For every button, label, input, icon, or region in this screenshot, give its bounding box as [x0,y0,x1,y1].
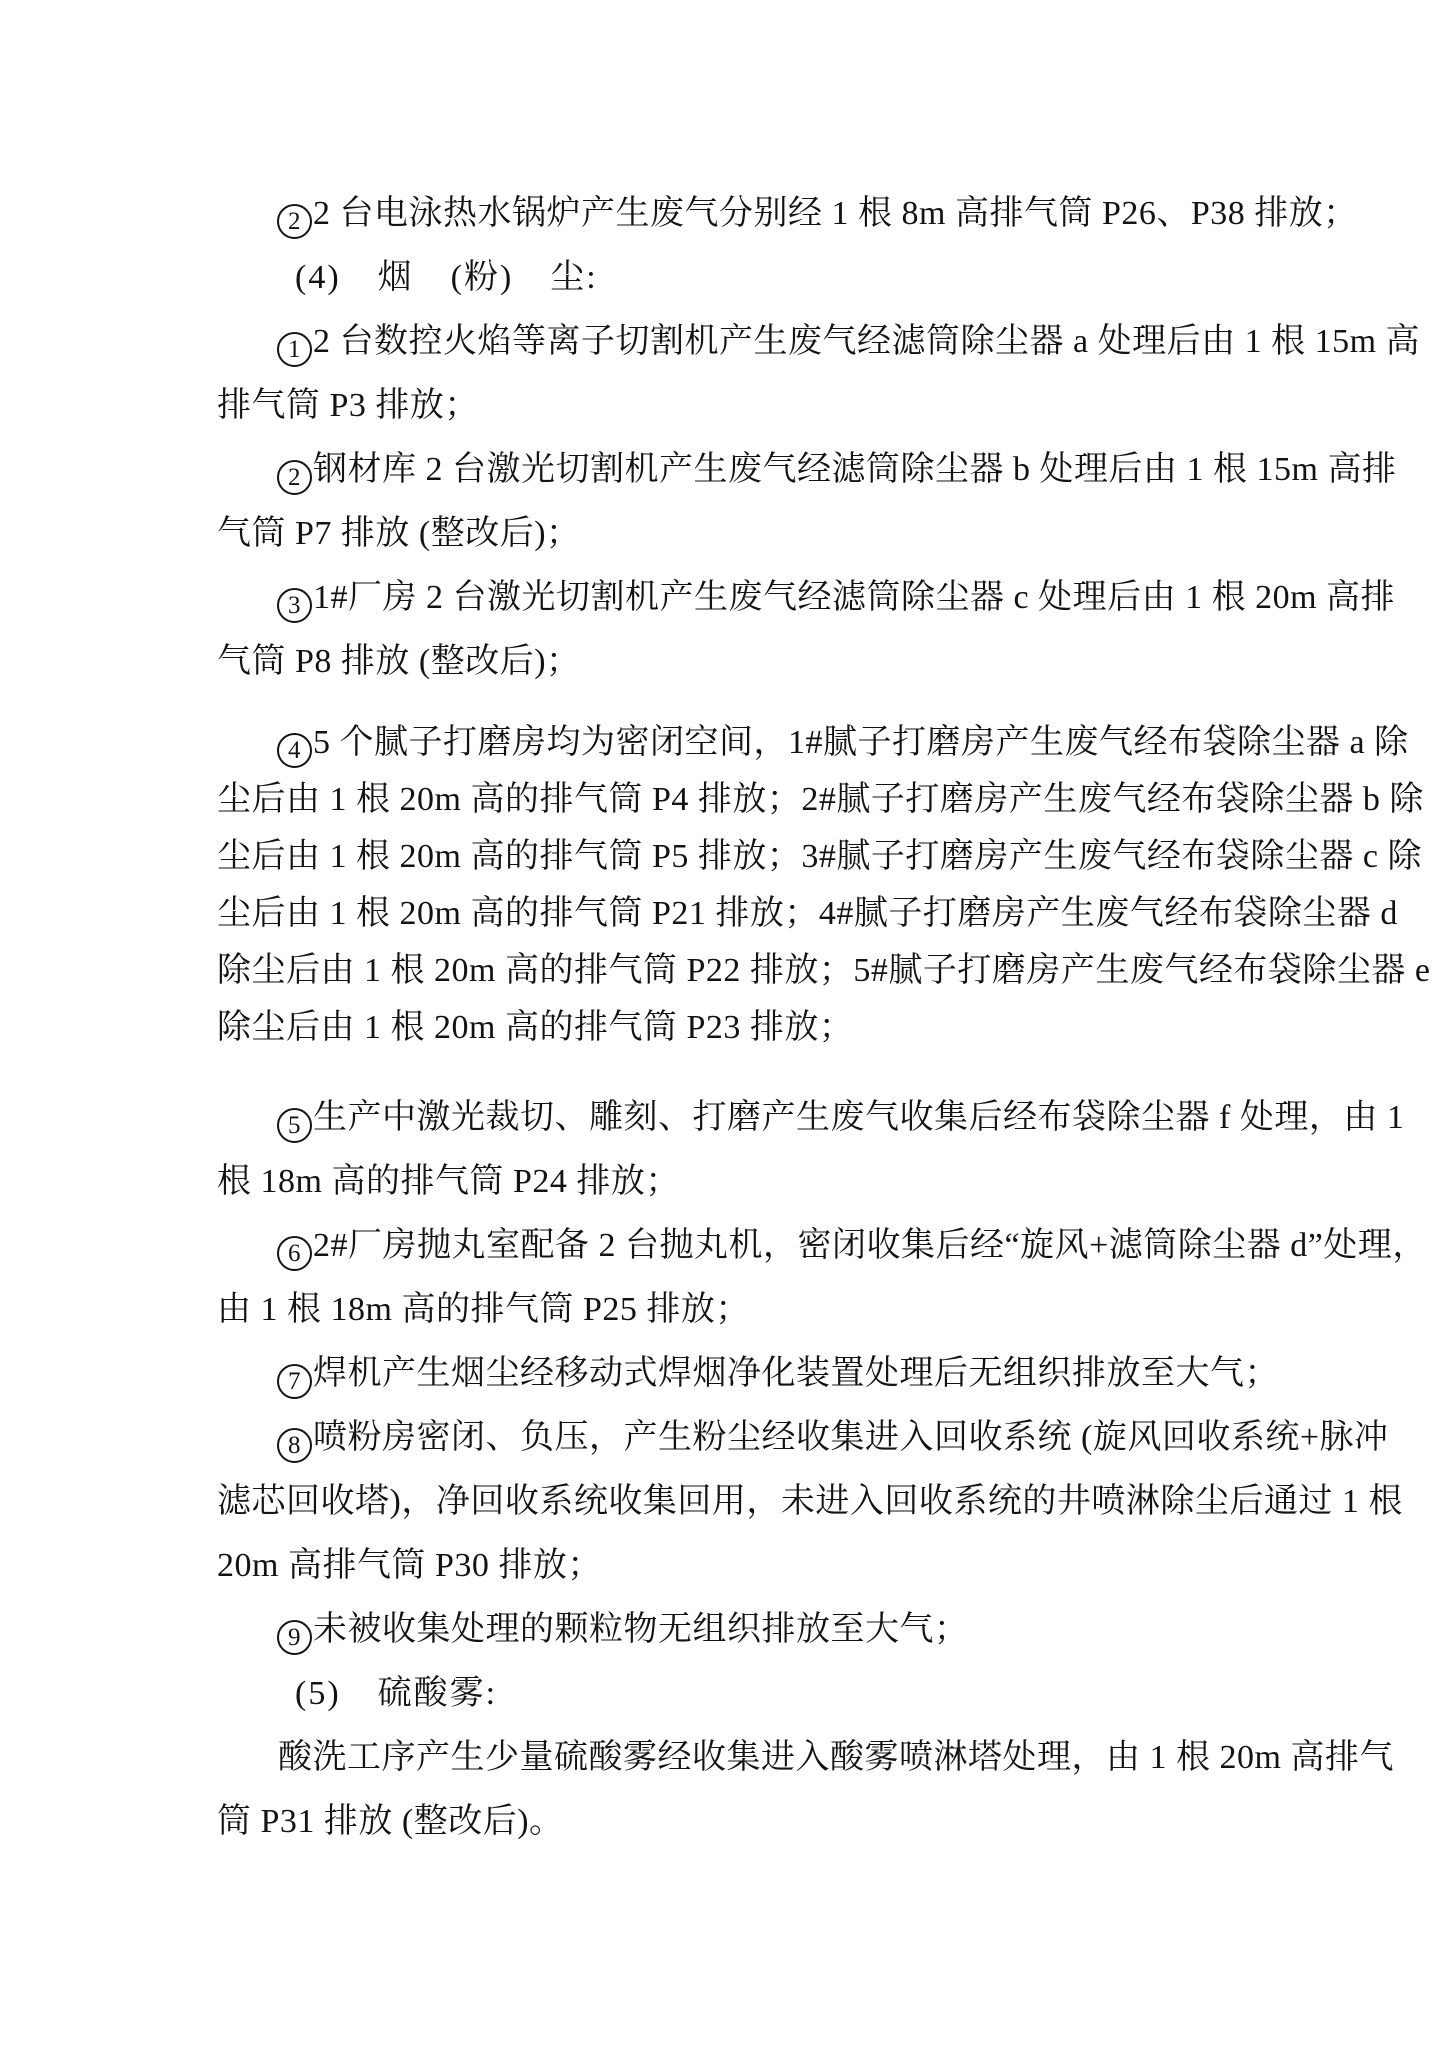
text-line: 尘后由 1 根 20m 高的排气筒 P21 排放；4#腻子打磨房产生废气经布袋除尘器 d [217,895,1398,932]
text-line: 2 2 台电泳热水锅炉产生废气分别经 1 根 8m 高排气筒 P26、P38 排放； [217,182,1348,246]
paragraph-circled-9 [217,1598,1348,1662]
circled-number-marker: 2 [277,204,312,239]
circled-number-marker: 2 [277,460,312,495]
text-line: 气筒 P8 排放 (整改后)； [217,643,581,680]
text-line: 由 1 根 18m 高的排气筒 P25 排放； [217,1291,750,1328]
text-line: 2 钢材库 2 台激光切割机产生废气经滤筒除尘器 b 处理后由 1 根 15m 高排 [217,438,1348,502]
paragraph-circled-7 [217,1342,1348,1406]
text-line: 尘后由 1 根 20m 高的排气筒 P4 排放；2#腻子打磨房产生废气经布袋除尘器 b 除 [217,781,1424,818]
text-line: 5 生产中激光裁切、雕刻、打磨产生废气收集后经布袋除尘器 f 处理，由 1 [217,1086,1348,1150]
text-line: 4 5 个腻子打磨房均为密闭空间，1#腻子打磨房产生废气经布袋除尘器 a 除 [217,714,1348,771]
paragraph [217,246,1348,310]
text-line: 3 1#厂房 2 台激光切割机产生废气经滤筒除尘器 c 处理后由 1 根 20m 高排 [217,566,1348,630]
text-line: 酸洗工序产生少量硫酸雾经收集进入酸雾喷淋塔处理，由 1 根 20m 高排气 [278,1739,1394,1776]
paragraph-circled-5 [217,1086,1405,1214]
text-line: 根 18m 高的排气筒 P24 排放； [217,1163,680,1200]
text-line: 尘后由 1 根 20m 高的排气筒 P5 排放；3#腻子打磨房产生废气经布袋除尘器 c 除 [217,838,1422,875]
paragraph-circled-1 [217,310,1421,438]
paragraph [217,1726,1394,1854]
text-line: 筒 P31 排放 (整改后)。 [217,1803,564,1840]
text-line: 气筒 P7 排放 (整改后)； [217,515,581,552]
text-line: 排气筒 P3 排放； [217,387,479,424]
text-line: 1 2 台数控火焰等离子切割机产生废气经滤筒除尘器 a 处理后由 1 根 15m 高 [217,310,1348,374]
paragraph-circled-6 [217,1214,1427,1342]
paragraph-circled-2 [217,182,1358,246]
paragraph-circled-4 [217,714,1431,1056]
paragraph-circled-8 [217,1406,1403,1598]
text-line: (5) 硫酸雾: [295,1675,498,1712]
text-line: 9 未被收集处理的颗粒物无组织排放至大气； [217,1598,1348,1662]
text-line: (4) 烟 (粉) 尘: [295,259,598,296]
text-line: 除尘后由 1 根 20m 高的排气筒 P22 排放；5#腻子打磨房产生废气经布袋除尘器 e [217,952,1431,989]
text-line: 滤芯回收塔)，净回收系统收集回用，未进入回收系统的井喷淋除尘后通过 1 根 [217,1483,1403,1520]
paragraph-circled-3 [217,566,1396,694]
text-line: 20m 高排气筒 P30 排放； [217,1547,602,1584]
paragraph [217,1662,1348,1726]
circled-number-marker: 8 [277,1428,312,1463]
text-line: 7 焊机产生烟尘经移动式焊烟净化装置处理后无组织排放至大气； [217,1342,1348,1406]
circled-number-marker: 5 [277,1108,312,1143]
text-line: 除尘后由 1 根 20m 高的排气筒 P23 排放； [217,1009,854,1046]
circled-number-marker: 4 [277,733,312,768]
text-line: 8 喷粉房密闭、负压，产生粉尘经收集进入回收系统 (旋风回收系统+脉冲 [217,1406,1348,1470]
paragraph-circled-2 [217,438,1397,566]
circled-number-marker: 7 [277,1364,312,1399]
circled-number-marker: 3 [277,588,312,623]
circled-number-marker: 6 [277,1236,312,1271]
circled-number-marker: 9 [277,1620,312,1655]
text-line: 6 2#厂房抛丸室配备 2 台抛丸机，密闭收集后经“旋风+滤筒除尘器 d”处理， [217,1214,1348,1278]
circled-number-marker: 1 [277,332,312,367]
